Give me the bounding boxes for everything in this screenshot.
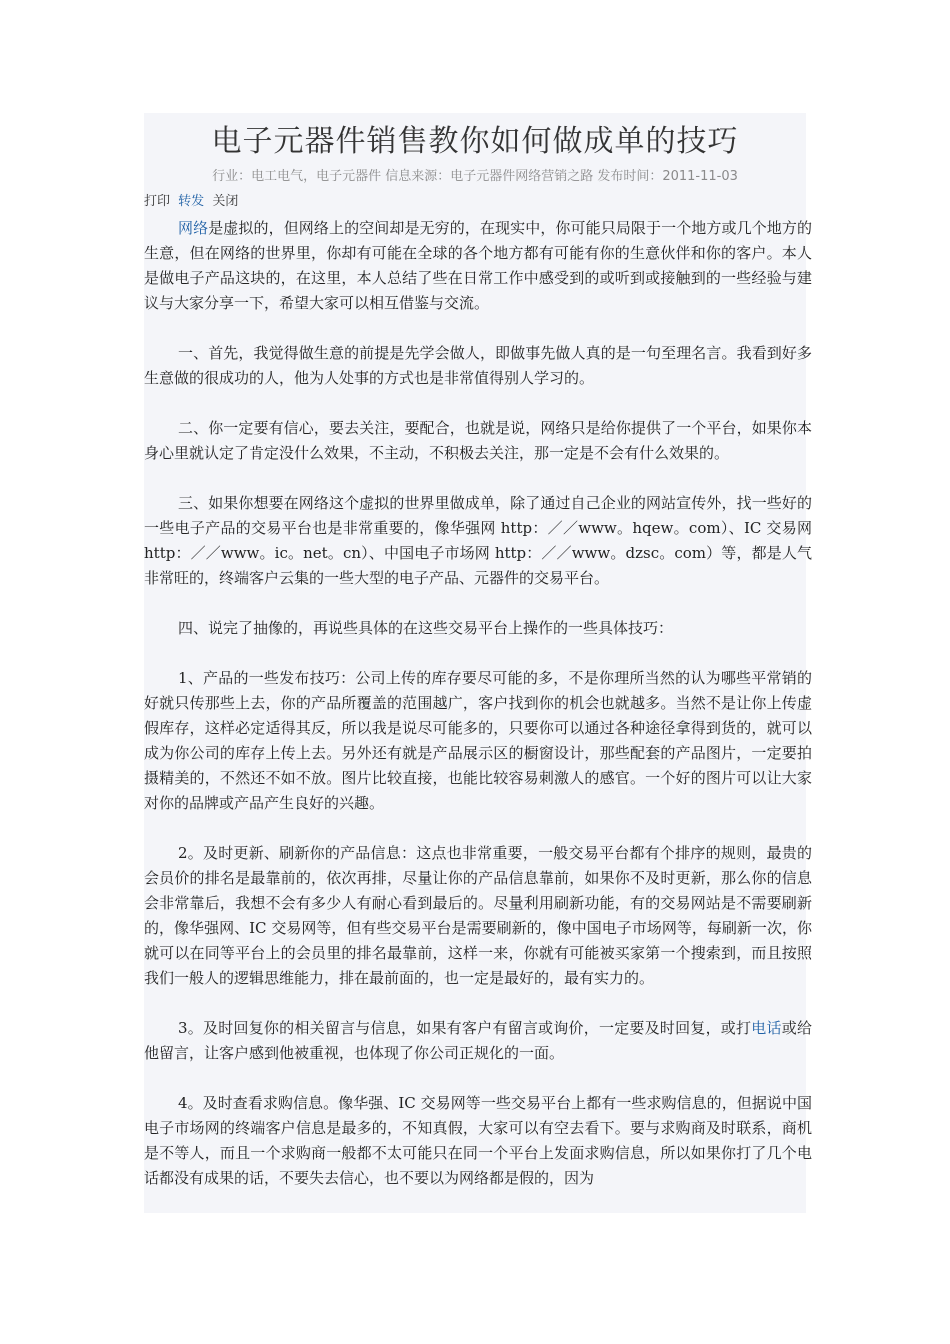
article-body — [144, 216, 812, 1191]
phone-link[interactable]: 电话 — [751, 1019, 782, 1037]
article-meta: 行业：电工电气，电子元器件 信息来源：电子元器件网络营销之路 发布时间：2011-11-03 — [212, 169, 738, 184]
close-link[interactable]: 关闭 — [212, 194, 239, 209]
paragraph-2: 二、你一定要有信心，要去关注，要配合，也就是说，网络只是给你提供了一个平台，如果你本身心里就认定了肯定没什么效果，不主动，不积极去关注，那一定是不会有什么效果的。 — [144, 419, 812, 462]
paragraph-tip-3 — [144, 1016, 812, 1066]
paragraph-intro-text: 是虚拟的，但网络上的空间却是无穷的，在现实中，你可能只局限于一个地方或几个地方的生意，但在网络的世界里，你却有可能在全球的各个地方都有可能有你的生意伙伴和你的客户。本人是做电子产品这块的，在这里，本人总结了些在日常工作中感受到的或听到或接触到的一些经验与建议与大家分享一下，希望大家可以相互借鉴与交流。 — [144, 219, 812, 312]
paragraph-tip-3-text-b: 或给他留言，让客户感到他被重视，也体现了你公司正规化的一面。 — [144, 1019, 812, 1062]
paragraph-1: 一、首先，我觉得做生意的前提是先学会做人，即做事先做人真的是一句至理名言。我看到好多生意做的很成功的人，他为人处事的方式也是非常值得别人学习的。 — [144, 344, 812, 387]
paragraph-intro — [144, 216, 812, 316]
forward-link[interactable]: 转发 — [178, 194, 205, 209]
article-title: 电子元器件销售教你如何做成单的技巧 — [211, 124, 739, 159]
paragraph-tip-3-text-a: 3。及时回复你的相关留言与信息，如果有客户有留言或询价，一定要及时回复，或打 — [178, 1019, 752, 1037]
paragraph-3: 三、如果你想要在网络这个虚拟的世界里做成单，除了通过自己企业的网站宣传外，找一些好的一些电子产品的交易平台也是非常重要的，像华强网 http：／／www。hqew。com）、IC 交易网 http：／／www。ic。net。cn）、中国电子市场网 http：／／www。dzsc。com）等，都是人气非常旺的，终端客户云集的一些大型的电子产品、元器件的交易平台。 — [144, 494, 812, 587]
article-actions — [144, 193, 444, 211]
network-link[interactable]: 网络 — [178, 219, 209, 237]
print-link[interactable]: 打印 — [144, 194, 171, 209]
paragraph-4: 四、说完了抽像的，再说些具体的在这些交易平台上操作的一些具体技巧： — [178, 619, 674, 637]
paragraph-tip-1: 1、产品的一些发布技巧：公司上传的库存要尽可能的多，不是你理所当然的认为哪些平常销的好就只传那些上去，你的产品所覆盖的范围越广，客户找到你的机会也就越多。当然不是让你上传虚假库存，这样必定适得其反，所以我是说尽可能多的，只要你可以通过各种途径拿得到货的，就可以成为你公司的库存上传上去。另外还有就是产品展示区的橱窗设计，那些配套的产品图片，一定要拍摄精美的，不然还不如不放。图片比较直接，也能比较容易刺激人的感官。一个好的图片可以让大家对你的品牌或产品产生良好的兴趣。 — [144, 669, 812, 812]
paragraph-tip-4: 4。及时查看求购信息。像华强、IC 交易网等一些交易平台上都有一些求购信息的，但据说中国电子市场网的终端客户信息是最多的，不知真假，大家可以有空去看下。要与求购商及时联系，商机是不等人，而且一个求购商一般都不太可能只在同一个平台上发面求购信息，所以如果你打了几个电话都没有成果的话，不要失去信心，也不要以为网络都是假的，因为 — [144, 1094, 812, 1187]
paragraph-tip-2: 2。及时更新、刷新你的产品信息：这点也非常重要，一般交易平台都有个排序的规则，最贵的会员价的排名是最靠前的，依次再排，尽量让你的产品信息靠前，如果你不及时更新，那么你的信息会非常靠后，我想不会有多少人有耐心看到最后的。尽量利用刷新功能，有的交易网站是不需要刷新的，像华强网、IC 交易网等，但有些交易平台是需要刷新的，像中国电子市场网等，每刷新一次，你就可以在同等平台上的会员里的排名最靠前，这样一来，你就有可能被买家第一个搜索到，而且按照我们一般人的逻辑思维能力，排在最前面的，也一定是最好的，最有实力的。 — [144, 844, 812, 987]
